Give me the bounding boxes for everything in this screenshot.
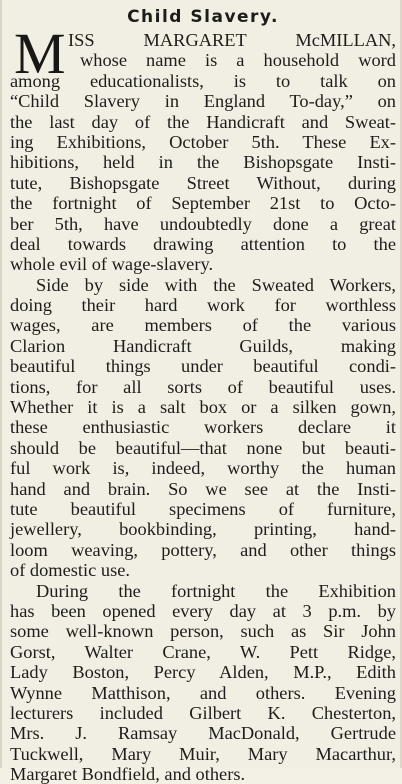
text-line: among educationalists, is to talk on (10, 70, 396, 91)
text-line: jewellery, bookbinding, printing, hand- (10, 519, 396, 540)
article-title: Child Slavery. (127, 7, 279, 27)
text-line: During the fortnight the Exhibition (36, 580, 396, 601)
text-line: Tuckwell, Mary Muir, Mary Macarthur, (10, 743, 396, 764)
text-line: should be beautiful—that none but beauti- (10, 437, 396, 458)
text-line: these enthusiastic workers declare it (10, 417, 396, 438)
text-line: Gorst, Walter Crane, W. Pett Ridge, (10, 641, 396, 662)
text-line: deal towards drawing attention to the (10, 233, 396, 254)
text-line: Mrs. J. Ramsay MacDonald, Gertrude (10, 723, 396, 744)
text-line: some well-known person, such as Sir John (10, 621, 396, 642)
text-line: loom weaving, pottery, and other things (10, 539, 396, 560)
text-line: “Child Slavery in England To-day,” on (10, 91, 396, 112)
text-line: ber 5th, have undoubtedly done a great (10, 213, 396, 234)
text-line: doing their hard work for worthless (10, 295, 396, 316)
text-line: Margaret Bondfield, and others. (10, 764, 246, 784)
text-line: wages, are members of the various (10, 315, 396, 336)
text-line: of domestic use. (10, 560, 131, 581)
text-line: Lady Boston, Percy Alden, M.P., Edith (10, 662, 396, 683)
text-line: the last day of the Handicraft and Sweat- (10, 111, 396, 132)
text-line: Clarion Handicraft Guilds, making (10, 335, 396, 356)
text-line: lecturers included Gilbert K. Chesterton, (10, 702, 396, 723)
drop-cap-letter: M (14, 21, 66, 86)
text-line: Side by side with the Sweated Workers, (36, 274, 396, 295)
text-line: Whether it is a salt box or a silken gown, (10, 397, 396, 418)
article-body (10, 21, 396, 784)
text-line: the fortnight of September 21st to Octo- (10, 193, 396, 214)
text-line: ful work is, indeed, worthy the human (10, 458, 396, 479)
text-line: has been opened every day at 3 p.m. by (10, 600, 396, 621)
text-line: whose name is a household word (80, 50, 396, 71)
text-line: hand and brain. So we see at the Insti- (10, 478, 396, 499)
text-line: whole evil of wage-slavery. (10, 254, 214, 275)
text-line: tute beautiful specimens of furniture, (10, 498, 396, 519)
text-line: ing Exhibitions, October 5th. These Ex- (10, 131, 396, 152)
text-line: ISS MARGARET McMILLAN, (68, 30, 396, 50)
text-line: beautiful things under beautiful condi- (10, 356, 396, 377)
text-line: tions, for all sorts of beautiful uses. (10, 376, 396, 397)
text-line: Wynne Matthison, and others. Evening (10, 682, 396, 703)
text-line: tute, Bishopsgate Street Without, during (10, 172, 396, 193)
text-line: hibitions, held in the Bishopsgate Insti- (10, 152, 396, 173)
